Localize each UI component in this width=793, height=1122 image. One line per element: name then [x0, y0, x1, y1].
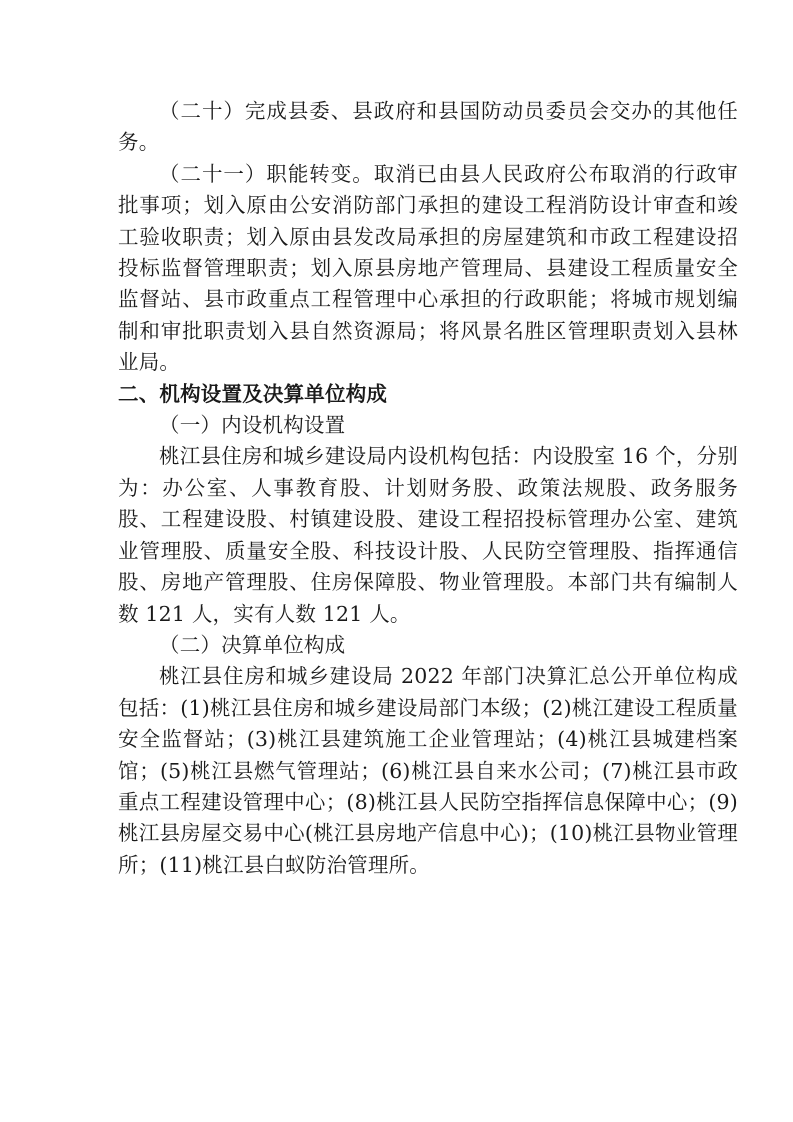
- paragraph-item-20: （二十）完成县委、县政府和县国防动员委员会交办的其他任务。: [118, 99, 738, 155]
- paragraph-accounting-units: 桃江县住房和城乡建设局 2022 年部门决算汇总公开单位构成包括：(1)桃江县住房和城乡建设局部门本级；(2)桃江建设工程质量安全监督站；(3)桃江县建筑施工企业管理站；(4)桃江县城建档案馆；(5)桃江县燃气管理站；(6)桃江县自来水公司；(7)桃江县市政重点工程建设管理中心；(8)桃江县人民防空指挥信息保障中心；(9)桃江县房屋交易中心(桃江县房地产信息中心)；(10)桃江县物业管理所；(11)桃江县白蚁防治管理所。: [118, 664, 738, 877]
- document-body: [118, 96, 738, 881]
- paragraph-item-21-function-transformation: （二十一）职能转变。取消已由县人民政府公布取消的行政审批事项；划入原由公安消防部门承担的建设工程消防设计审查和竣工验收职责；划入原由县发改局承担的房屋建筑和市政工程建设招投标监督管理职责；划入原县房地产管理局、县建设工程质量安全监督站、县市政重点工程管理中心承担的行政职能；将城市规划编制和审批职责划入县自然资源局；将风景名胜区管理职责划入县林业局。: [118, 161, 738, 375]
- subsection-heading-internal-structure: （一）内设机构设置: [159, 413, 346, 438]
- paragraph-internal-structure: 桃江县住房和城乡建设局内设机构包括：内设股室 16 个，分别为：办公室、人事教育股、计划财务股、政策法规股、政务服务股、工程建设股、村镇建设股、建设工程招投标管理办公室、建筑业管理股、质量安全股、科技设计股、人民防空管理股、指挥通信股、房地产管理股、住房保障股、物业管理股。本部门共有编制人数 121 人，实有人数 121 人。: [118, 444, 738, 626]
- section-heading-organization: 二、机构设置及决算单位构成: [118, 381, 388, 406]
- subsection-heading-accounting-units: （二）决算单位构成: [159, 632, 346, 657]
